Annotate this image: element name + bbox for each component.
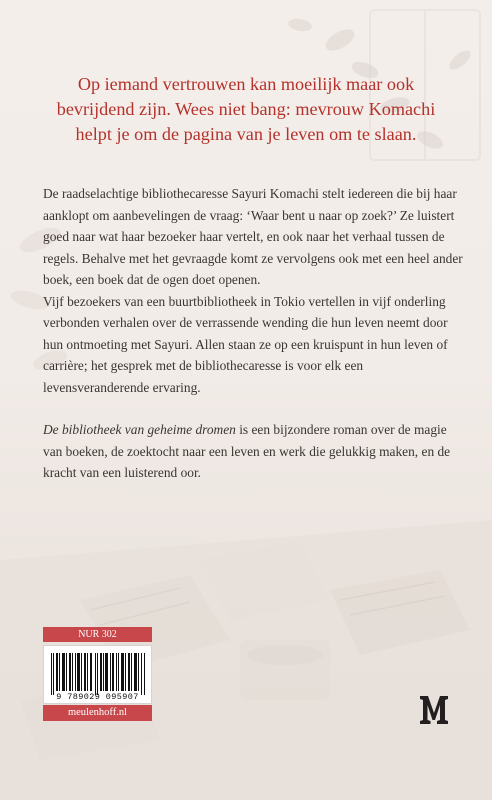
blurb-paragraph-3	[43, 419, 463, 484]
nur-label: NUR 302	[43, 627, 152, 642]
blurb-paragraph-3-rest: is een bijzondere roman over de magie van boeken, de zoektocht naar een leven en werk die gelukkig maken, en de kracht van een luisterend oor.	[43, 422, 451, 480]
barcode-icon	[51, 653, 146, 695]
publisher-logo-icon	[418, 694, 450, 726]
barcode-number: 9 789029 095907	[56, 692, 139, 702]
barcode	[43, 645, 152, 704]
blurb	[43, 183, 463, 484]
tagline: Op iemand vertrouwen kan moeilijk maar ook bevrijdend zijn. Wees niet bang: mevrouw Komachi helpt je om de pagina van je leven om te slaan.	[56, 74, 436, 144]
blurb-paragraph-1: De raadselachtige bibliothecaresse Sayuri Komachi stelt iedereen die bij haar aanklopt om aanbevelingen de vraag: ‘Waar bent u naar op zoek?’ Ze luistert goed naar wat haar bezoeker haar vertelt, en ook naar het verhaal tussen de regels. Behalve met het gevraagde komt ze vervolgens ook met een heel ander boek, een boek dat de ogen doet openen.	[43, 186, 463, 287]
publisher-website: meulenhoff.nl	[43, 705, 152, 721]
book-title: De bibliotheek van geheime dromen	[43, 422, 236, 437]
blurb-paragraph-2: Vijf bezoekers van een buurtbibliotheek in Tokio vertellen in vijf onderling verbonden verhalen over de verrassende wending die hun leven neemt door hun ontmoeting met Sayuri. Allen staan ze op een kruispunt in hun leven of carrière; het gesprek met de bibliothecaresse is voor elk een levensveranderende ervaring.	[43, 293, 448, 395]
